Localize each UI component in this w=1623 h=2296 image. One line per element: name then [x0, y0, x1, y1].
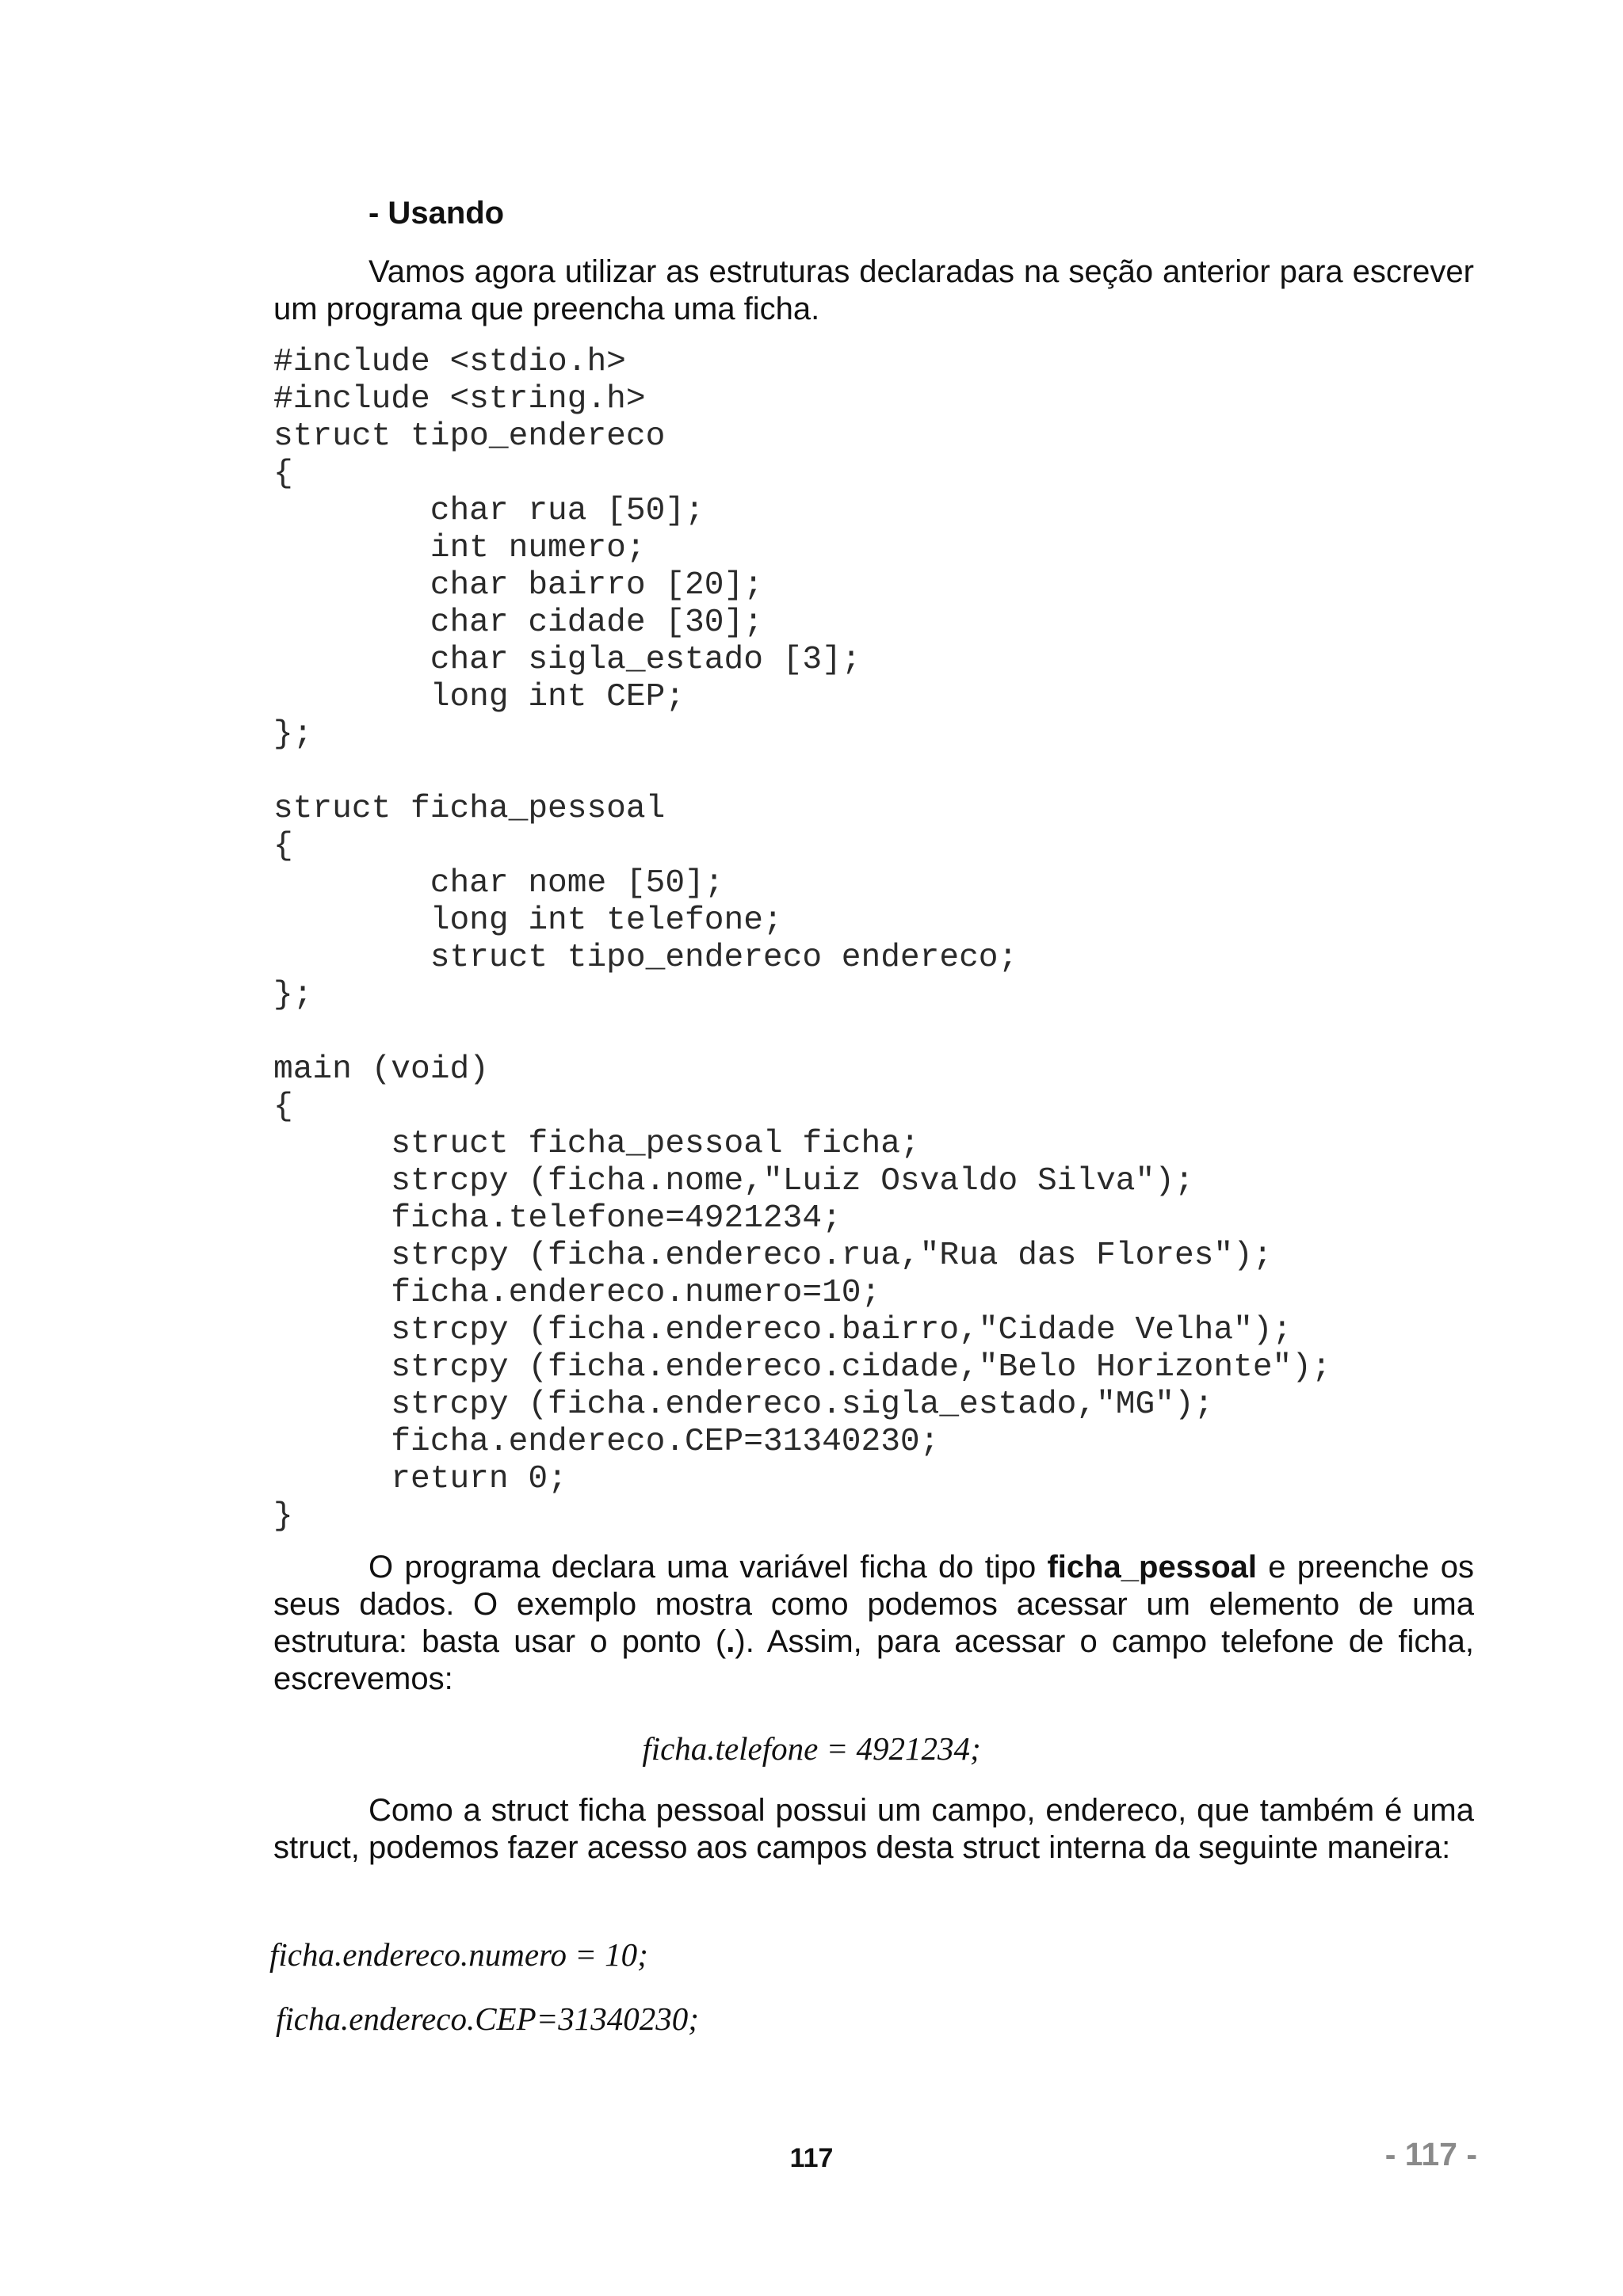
- code-line: char sigla_estado [3];: [273, 642, 861, 678]
- code-line: {: [273, 828, 293, 864]
- code-line: char bairro [20];: [273, 567, 763, 604]
- explanation-text-3: ). Assim, para acessar o campo telefone de ficha, escrevemos:: [273, 1624, 1474, 1696]
- code-line: {: [273, 1089, 293, 1125]
- code-line: strcpy (ficha.endereco.sigla_estado,"MG");: [273, 1386, 1214, 1423]
- code-line: ficha.endereco.numero=10;: [273, 1275, 881, 1311]
- code-line: main (void): [273, 1051, 489, 1088]
- explanation-bold-dot: .: [726, 1624, 735, 1659]
- code-line: strcpy (ficha.endereco.bairro,"Cidade Velha");: [273, 1312, 1293, 1348]
- explanation-text-2: e preenche os seus dados. O exemplo mostra como podemos acessar um elemento de uma estrutura: basta usar o ponto (: [273, 1550, 1474, 1659]
- code-line: strcpy (ficha.endereco.cidade,"Belo Horizonte");: [273, 1349, 1331, 1386]
- code-line: long int CEP;: [273, 679, 685, 715]
- code-line: }: [273, 1498, 293, 1535]
- intro-paragraph: Vamos agora utilizar as estruturas declaradas na seção anterior para escrever um programa que preencha uma ficha.: [273, 254, 1474, 326]
- code-line: {: [273, 456, 293, 492]
- code-line: strcpy (ficha.nome,"Luiz Osvaldo Silva");: [273, 1163, 1194, 1199]
- code-line: char cidade [30];: [273, 605, 763, 641]
- code-line: struct tipo_endereco: [273, 418, 666, 455]
- code-line: char nome [50];: [273, 865, 724, 902]
- code-line: char rua [50];: [273, 493, 705, 529]
- code-line: long int telefone;: [273, 902, 783, 939]
- explanation-text-1: O programa declara uma variável ficha do tipo: [369, 1550, 1048, 1585]
- explanation-bold-type: ficha_pessoal: [1047, 1550, 1258, 1585]
- code-line: return 0;: [273, 1461, 567, 1497]
- code-line: ficha.endereco.CEP=31340230;: [273, 1424, 940, 1460]
- formula-telefone: ficha.telefone = 4921234;: [642, 1730, 981, 1767]
- code-line: struct tipo_endereco endereco;: [273, 940, 1018, 976]
- section-heading: - Usando: [369, 196, 505, 231]
- code-line: #include <string.h>: [273, 381, 646, 418]
- explanation-paragraph: [273, 1549, 1474, 1698]
- code-block: [273, 344, 1331, 1535]
- code-line: struct ficha_pessoal: [273, 791, 666, 827]
- formula-endereco-cep: ficha.endereco.CEP=31340230;: [276, 2000, 699, 2037]
- code-line: int numero;: [273, 530, 646, 566]
- formula-endereco-numero: ficha.endereco.numero = 10;: [269, 1936, 648, 1973]
- nested-struct-paragraph: Como a struct ficha pessoal possui um campo, endereco, que também é uma struct, podemos fazer acesso aos campos desta struct interna da seguinte maneira:: [273, 1793, 1474, 1865]
- page-number-center: 117: [789, 2143, 834, 2173]
- page-number-right: - 117 -: [1384, 2136, 1477, 2172]
- code-line: };: [273, 977, 313, 1013]
- code-line: };: [273, 716, 313, 753]
- code-line: struct ficha_pessoal ficha;: [273, 1126, 920, 1162]
- code-line: #include <stdio.h>: [273, 344, 626, 380]
- code-line: strcpy (ficha.endereco.rua,"Rua das Flores");: [273, 1238, 1273, 1274]
- code-line: ficha.telefone=4921234;: [273, 1200, 842, 1237]
